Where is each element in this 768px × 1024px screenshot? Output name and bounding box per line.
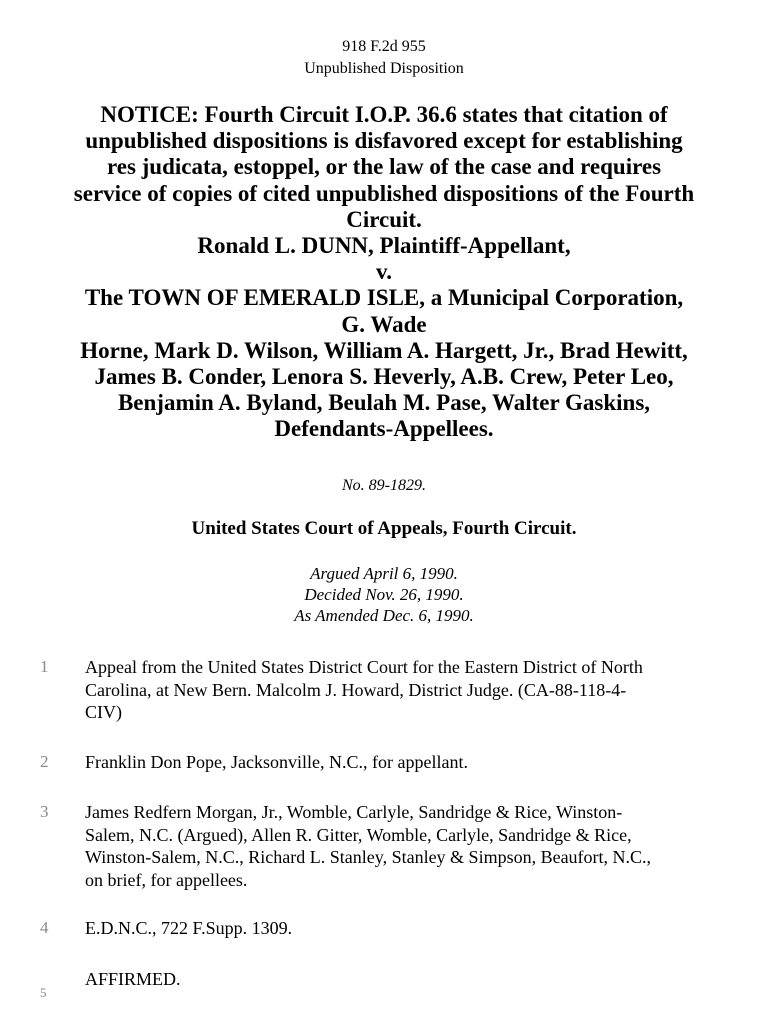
notice-line: service of copies of cited unpublished dispositions of the Fourth bbox=[73, 180, 695, 206]
disposition-label: Unpublished Disposition bbox=[304, 60, 464, 77]
paragraph-text bbox=[85, 751, 715, 774]
notice-line: NOTICE: Fourth Circuit I.O.P. 36.6 states that citation of bbox=[100, 102, 668, 127]
amended-date: As Amended Dec. 6, 1990. bbox=[294, 606, 474, 625]
paragraph-line: James Redfern Morgan, Jr., Womble, Carlyle, Sandridge & Rice, Winston- bbox=[85, 802, 623, 822]
paragraph-number: 5 bbox=[40, 985, 47, 1000]
defendants-line: James B. Conder, Lenora S. Heverly, A.B. Crew, Peter Leo, bbox=[94, 364, 674, 390]
paragraph-line: Winston-Salem, N.C., Richard L. Stanley, Stanley & Simpson, Beaufort, N.C., bbox=[85, 847, 652, 867]
paragraph-text bbox=[85, 917, 715, 940]
paragraph-text bbox=[85, 968, 715, 991]
case-title-block bbox=[40, 102, 728, 443]
paragraph-line: Appeal from the United States District Court for the Eastern District of North bbox=[85, 657, 643, 677]
docket-number: No. 89-1829. bbox=[342, 477, 426, 494]
notice-line: Circuit. bbox=[346, 206, 422, 232]
argued-date: Argued April 6, 1990. bbox=[310, 564, 458, 583]
defendants-line: Horne, Mark D. Wilson, William A. Hargett, Jr., Brad Hewitt, bbox=[80, 337, 688, 363]
paragraph-number: 3 bbox=[40, 802, 49, 821]
decided-date: Decided Nov. 26, 1990. bbox=[304, 585, 464, 604]
notice-line: res judicata, estoppel, or the law of the case and requires bbox=[106, 154, 662, 180]
versus-line: v. bbox=[376, 259, 392, 285]
paragraph-number: 4 bbox=[40, 918, 49, 937]
case-dates bbox=[0, 563, 768, 626]
paragraph-line: AFFIRMED. bbox=[85, 969, 181, 989]
paragraph-line: on brief, for appellees. bbox=[85, 869, 248, 890]
paragraph-number: 1 bbox=[40, 657, 49, 676]
paragraph-line: Salem, N.C. (Argued), Allen R. Gitter, Womble, Carlyle, Sandridge & Rice, bbox=[85, 824, 632, 845]
notice-line: unpublished dispositions is disfavored except for establishing bbox=[85, 128, 683, 154]
court-name: United States Court of Appeals, Fourth Circuit. bbox=[191, 518, 577, 539]
paragraph-text bbox=[85, 656, 715, 724]
paragraph-line: Carolina, at New Bern. Malcolm J. Howard, District Judge. (CA-88-118-4- bbox=[85, 679, 627, 700]
paragraph-number: 2 bbox=[40, 752, 49, 771]
paragraph-line: E.D.N.C., 722 F.Supp. 1309. bbox=[85, 918, 293, 938]
defendants-line: G. Wade bbox=[341, 311, 427, 337]
defendants-line: Defendants-Appellees. bbox=[274, 416, 494, 442]
plaintiff-line: Ronald L. DUNN, Plaintiff-Appellant, bbox=[197, 233, 571, 259]
case-citation: 918 F.2d 955 bbox=[342, 38, 426, 55]
paragraph-text bbox=[85, 801, 715, 891]
paragraph-line: CIV) bbox=[85, 702, 122, 722]
defendants-line: The TOWN OF EMERALD ISLE, a Municipal Corporation, bbox=[84, 285, 684, 311]
paragraph-line: Franklin Don Pope, Jacksonville, N.C., for appellant. bbox=[85, 752, 468, 772]
defendants-line: Benjamin A. Byland, Beulah M. Pase, Walter Gaskins, bbox=[117, 390, 651, 416]
